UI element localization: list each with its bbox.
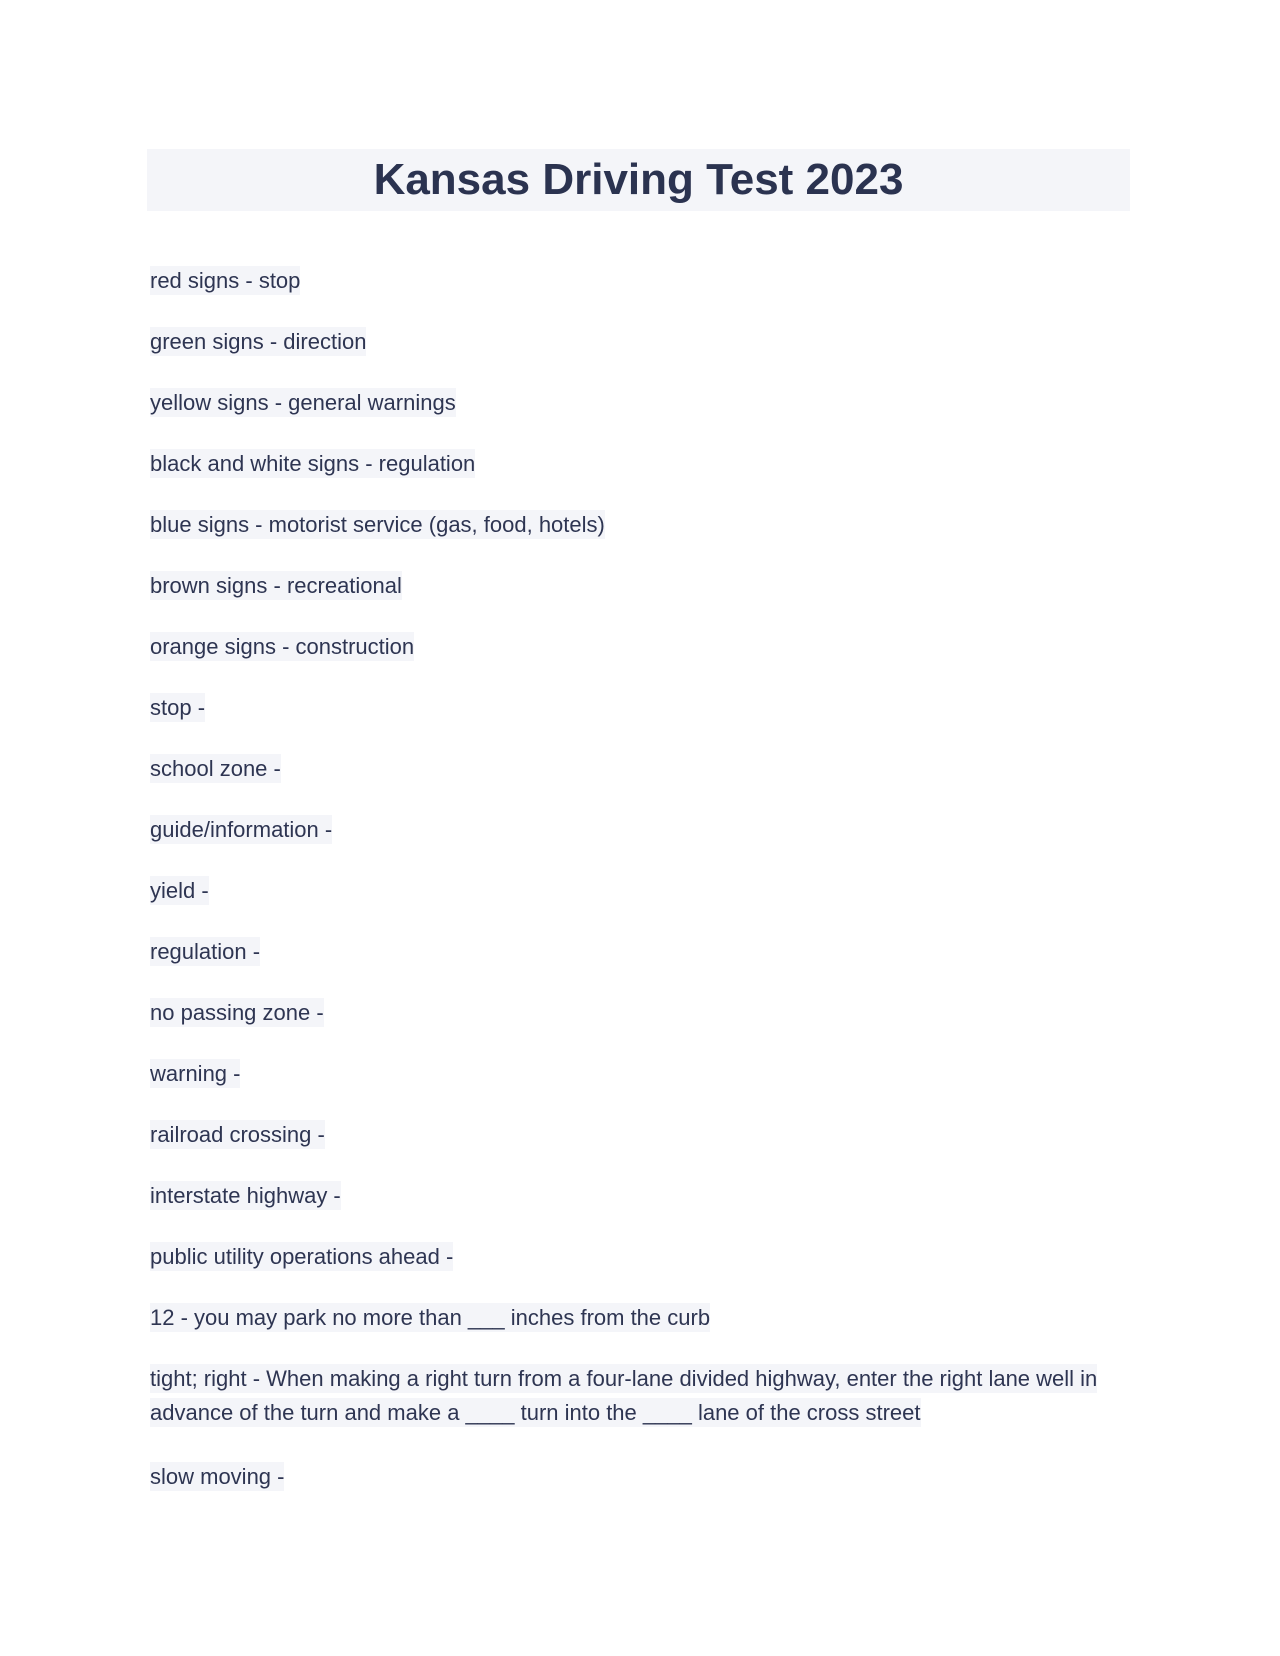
entry-text: tight; right - When making a right turn from a four-lane divided highway, enter the right lane well in advance of the turn and make a ____ turn into the ____ lane of the cross street (150, 1366, 1098, 1425)
list-item (150, 631, 1110, 662)
entry-text: stop - (150, 695, 206, 720)
list-item (150, 1180, 1110, 1211)
list-item (150, 448, 1110, 479)
list-item (150, 692, 1110, 723)
entry-text: no passing zone - (150, 1000, 324, 1025)
list-item (150, 997, 1110, 1028)
entry-text: railroad crossing - (150, 1122, 325, 1147)
entry-text: slow moving - (150, 1464, 285, 1489)
list-item (150, 326, 1110, 357)
entry-text: yield - (150, 878, 209, 903)
list-item (150, 387, 1110, 418)
entry-text: yellow signs - general warnings (150, 390, 456, 415)
list-item (150, 570, 1110, 601)
entry-list (150, 265, 1110, 1522)
list-item (150, 936, 1110, 967)
entry-text: warning - (150, 1061, 241, 1086)
entry-text: public utility operations ahead - (150, 1244, 454, 1269)
entry-text: blue signs - motorist service (gas, food, hotels) (150, 512, 605, 537)
entry-text: regulation - (150, 939, 261, 964)
entry-text: interstate highway - (150, 1183, 341, 1208)
list-item (150, 875, 1110, 906)
list-item (150, 753, 1110, 784)
entry-text: brown signs - recreational (150, 573, 402, 598)
entry-text: green signs - direction (150, 329, 367, 354)
entry-text: red signs - stop (150, 268, 301, 293)
list-item (150, 1302, 1110, 1333)
list-item (150, 1461, 1110, 1492)
list-item (150, 1058, 1110, 1089)
list-item (150, 1119, 1110, 1150)
entry-text: orange signs - construction (150, 634, 415, 659)
entry-text: guide/information - (150, 817, 333, 842)
list-item (150, 814, 1110, 845)
title-band (147, 149, 1130, 211)
list-item (150, 509, 1110, 540)
page-title: Kansas Driving Test 2023 (373, 155, 904, 204)
entry-text: black and white signs - regulation (150, 451, 476, 476)
entry-text: 12 - you may park no more than ___ inches from the curb (150, 1305, 711, 1330)
entry-text: school zone - (150, 756, 281, 781)
list-item (150, 1363, 1110, 1431)
list-item (150, 1241, 1110, 1272)
list-item (150, 265, 1110, 296)
